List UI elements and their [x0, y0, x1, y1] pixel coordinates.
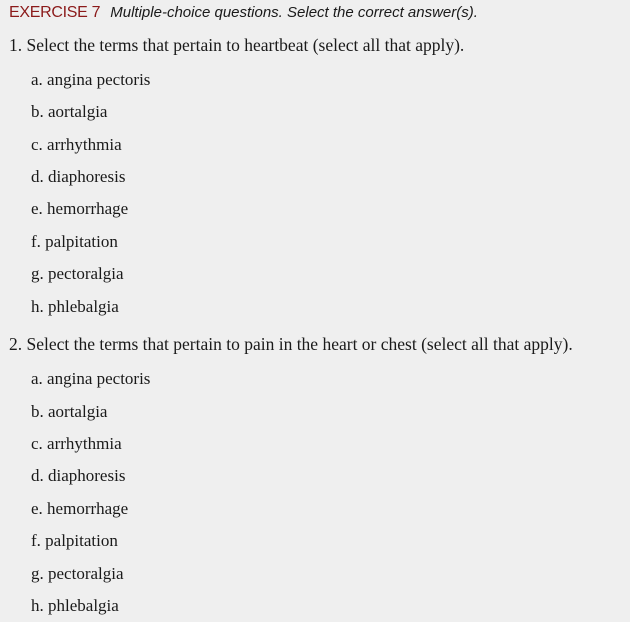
q2-option-f[interactable]: f. palpitation — [31, 531, 118, 550]
q2-option-h[interactable]: h. phlebalgia — [31, 596, 119, 615]
q1-option-e[interactable]: e. hemorrhage — [31, 199, 129, 218]
q1-option-h[interactable]: h. phlebalgia — [31, 297, 119, 316]
question-1-text: 1. Select the terms that pertain to heartbeat (select all that apply). — [9, 35, 465, 55]
q1-option-f[interactable]: f. palpitation — [31, 232, 118, 251]
q2-option-e[interactable]: e. hemorrhage — [31, 499, 129, 518]
q2-option-b[interactable]: b. aortalgia — [31, 402, 108, 421]
q1-option-d[interactable]: d. diaphoresis — [31, 167, 126, 186]
exercise-instructions: Multiple-choice questions. Select the correct answer(s). — [110, 4, 478, 21]
q1-option-a[interactable]: a. angina pectoris — [31, 70, 151, 89]
exercise-label: EXERCISE 7 — [9, 4, 101, 21]
q1-option-c[interactable]: c. arrhythmia — [31, 135, 122, 154]
q2-option-g[interactable]: g. pectoralgia — [31, 564, 124, 583]
q2-option-d[interactable]: d. diaphoresis — [31, 466, 126, 485]
q2-option-c[interactable]: c. arrhythmia — [31, 434, 122, 453]
q1-option-g[interactable]: g. pectoralgia — [31, 264, 124, 283]
exercise-header — [9, 2, 478, 24]
q1-option-b[interactable]: b. aortalgia — [31, 102, 108, 121]
q2-option-a[interactable]: a. angina pectoris — [31, 369, 151, 388]
question-2-text: 2. Select the terms that pertain to pain in the heart or chest (select all that apply). — [9, 334, 573, 354]
